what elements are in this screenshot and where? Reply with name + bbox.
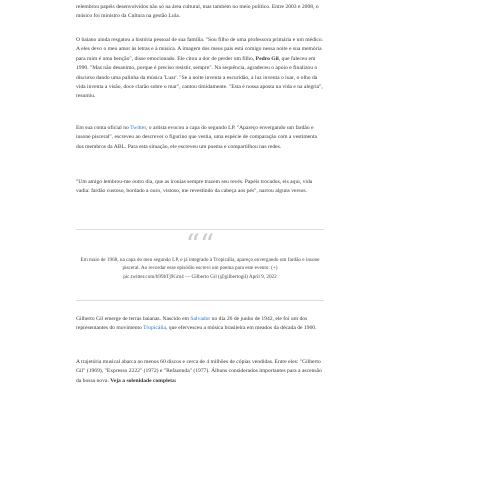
pedro-gil-name: Pedro Gil [255, 55, 279, 62]
paragraph-poem-verses: "Um amigo lembrou-me outro dia, que as ironias sempre trazem seu revés. Papéis trocados, eis aqui, vida vadia: fardão custoso, bordado a ouro, vistoso, me revestindo da cabeça aos pés", narrou alguns versos. [76, 179, 313, 195]
paragraph-text: Em sua conta oficial no [76, 125, 131, 131]
paragraph-discography [76, 358, 324, 386]
tweet-image-link[interactable]: pic.twitter.com/b99bTj9Gm4 [123, 273, 184, 280]
salvador-link[interactable]: Salvador [190, 316, 211, 322]
paragraph-cultural-roles: relembrou papéis desenvolvidos não só na área cultural, mas também no meio político. Entre 2003 e 2008, o músico foi ministro da Cultura na gestão Lula. [76, 4, 319, 20]
paragraph-biography [76, 315, 324, 334]
watch-ceremony-label: Veja a solenidade completa: [110, 377, 177, 384]
tropicalia-link[interactable]: Tropicália [143, 325, 166, 332]
paragraph-text: , que efervesceu a música brasileira em meados da década de 1960. [165, 325, 317, 332]
paragraph-text: O baiano ainda resgatou a história pessoal de sua família. "Sou filho de uma professora primária e um médico. A eles devo o meu amor às letras e à música. A imagem dos meus pais está comigo nessa noite e sua memória para mim é uma benção", disse emocionado. Ele citou a dor de perder um filho, [76, 37, 324, 62]
paragraph-text: , que faleceu em 1990. "Mas não desanimo, porque é preciso resistir, sempre". Na sequência, agradeceu o apoio e finalizou o discurso dando uma palinha da música 'Luar'. "Se a noite inventa a escuridão, a luz inventa o luar, o olho da vida inventa a visão, doce clarão sobre o mar", cantou timidamente. "Esta é nossa aposta na vida e na alegria", resumiu. [76, 55, 323, 100]
tweet-text: Em maio de 1968, na capa do meu segundo LP, e já integrado à Tropicália, apareço envergando um fardão e insone pisceral. Ao recordar esse episódio escrevi um poema para este evento: (+) [80, 257, 320, 272]
tweet-author: — Gilberto Gil (@gilbertogil) April 9, 2022 [183, 273, 277, 280]
paragraph-twitter [76, 124, 324, 152]
paragraph-text: no dia 26 de junho de 1942, ele foi um dos representantes do movimento [76, 316, 308, 332]
tweet-content [76, 256, 324, 281]
paragraph-family-history [76, 36, 324, 102]
paragraph-text: A trajetória musical abarca ao menos 60 discos e cerca de 4 milhões de cópias vendidas. Entre eles: "Gilberto Gil" (1969), "Expresso 2222" (1972) e "Refazenda" (1977). Álbuns considerados importantes para a ascensão da bossa nova. [76, 359, 322, 384]
quote-mark-icon: ““ [185, 228, 215, 261]
paragraph-text: , o artista evocou a capa do segundo LP. "Apareço envergando um fardão e insone pisceral", escreveu ao descrever o figurino que vestia, uma espécie de comparação com a vestimenta dos membros da ABL. Para esta situação, ele escreveu um poema e compartilhou nas redes. [76, 125, 318, 150]
paragraph-text: Gilberto Gil emerge de terras baianas. Nascido em [76, 316, 191, 322]
embedded-tweet [76, 229, 324, 301]
twitter-link[interactable]: Twitter [130, 125, 146, 131]
